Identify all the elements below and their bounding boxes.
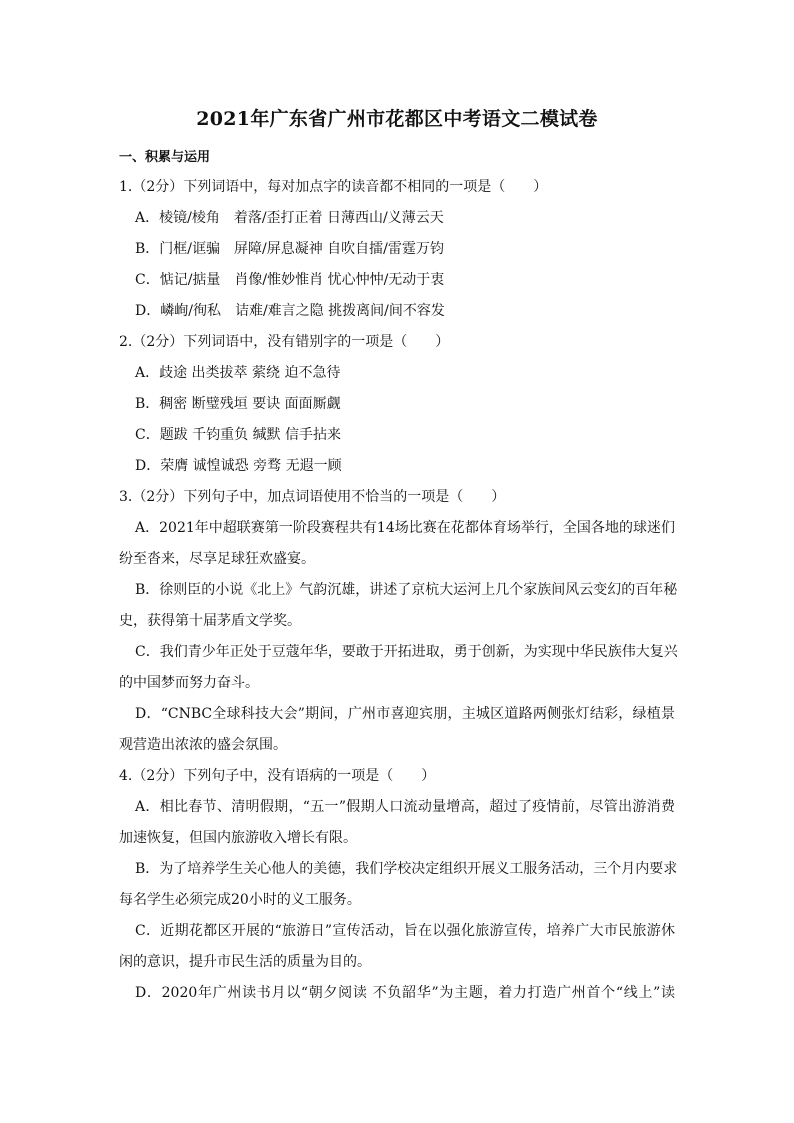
question-4-option-b[interactable]: B．为了培养学生关心他人的美德，我们学校决定组织开展义工服务活动，三个月内要求 [135,861,678,877]
question-4-option-c[interactable]: C．近期花都区开展的“旅游日”宣传活动，旨在以强化旅游宣传，培养广大市民旅游休 [135,923,675,939]
question-1-option-c[interactable]: C．惦记/掂量 肖像/惟妙惟肖 忧心忡忡/无动于衷 [135,272,445,288]
question-3-option-a[interactable]: A．2021年中超联赛第一阶段赛程共有14场比赛在花都体育场举行，全国各地的球迷们 [135,520,675,536]
question-2-option-c[interactable]: C．题跋 千钧重负 缄默 信手拈来 [135,427,342,443]
question-3-stem: 3.（2分）下列句子中，加点词语使用不恰当的一项是（ ） [119,489,506,505]
question-4-option-c-cont: 闲的意识，提升市民生活的质量为目的。 [119,954,371,970]
question-4-option-a[interactable]: A．相比春节、清明假期，“五一”假期人口流动量增高，超过了疫情前，尽管出游消费 [135,799,675,815]
question-4-option-b-cont: 每名学生必须完成20小时的义工服务。 [119,892,361,908]
question-3-option-c[interactable]: C．我们青少年正处于豆蔻年华，要敢于开拓进取，勇于创新，为实现中华民族伟大复兴 [135,644,678,660]
question-2-stem: 2.（2分）下列词语中，没有错别字的一项是（ ） [119,334,450,350]
question-3-option-b-cont: 史，获得第十届茅盾文学奖。 [119,613,301,629]
page-title: 2021年广东省广州市花都区中考语文二模试卷 [196,108,598,130]
question-4-option-a-cont: 加速恢复，但国内旅游收入增长有限。 [119,830,357,846]
question-3-option-d[interactable]: D．“CNBC全球科技大会”期间，广州市喜迎宾朋，主城区道路两侧张灯结彩，绿植景 [135,706,675,722]
question-3-option-b[interactable]: B．徐则臣的小说《北上》气韵沉雄，讲述了京杭大运河上几个家族间风云变幻的百年秘 [135,582,678,598]
question-2-option-a[interactable]: A．歧途 出类拔萃 萦绕 迫不急待 [135,365,341,381]
question-3-option-a-cont: 纷至沓来，尽享足球狂欢盛宴。 [119,551,315,567]
section-heading: 一、积累与运用 [119,150,211,165]
question-3-option-c-cont: 的中国梦而努力奋斗。 [119,675,259,691]
question-1-option-b[interactable]: B．门框/诓骗 屏障/屏息凝神 自吹自擂/雷霆万钧 [135,241,444,257]
question-1-option-a[interactable]: A．棱镜/棱角 着落/歪打正着 日薄西山/义薄云天 [135,210,444,226]
question-2-option-b[interactable]: B．稠密 断璧残垣 要诀 面面厮觑 [135,396,341,412]
question-4-option-d[interactable]: D．2020年广州读书月以“朝夕阅读 不负韶华”为主题，着力打造广州首个“线上”读 [135,985,675,1001]
question-2-option-d[interactable]: D．荣膺 诚惶诚恐 旁骛 无遐一顾 [135,458,342,474]
question-1-stem: 1.（2分）下列词语中，每对加点字的读音都不相同的一项是（ ） [119,179,548,195]
question-1-option-d[interactable]: D．嶙峋/徇私 诘难/难言之隐 挑拨离间/间不容发 [135,303,445,319]
question-3-option-d-cont: 观营造出浓浓的盛会氛围。 [119,737,287,753]
question-4-stem: 4.（2分）下列句子中，没有语病的一项是（ ） [119,768,436,784]
